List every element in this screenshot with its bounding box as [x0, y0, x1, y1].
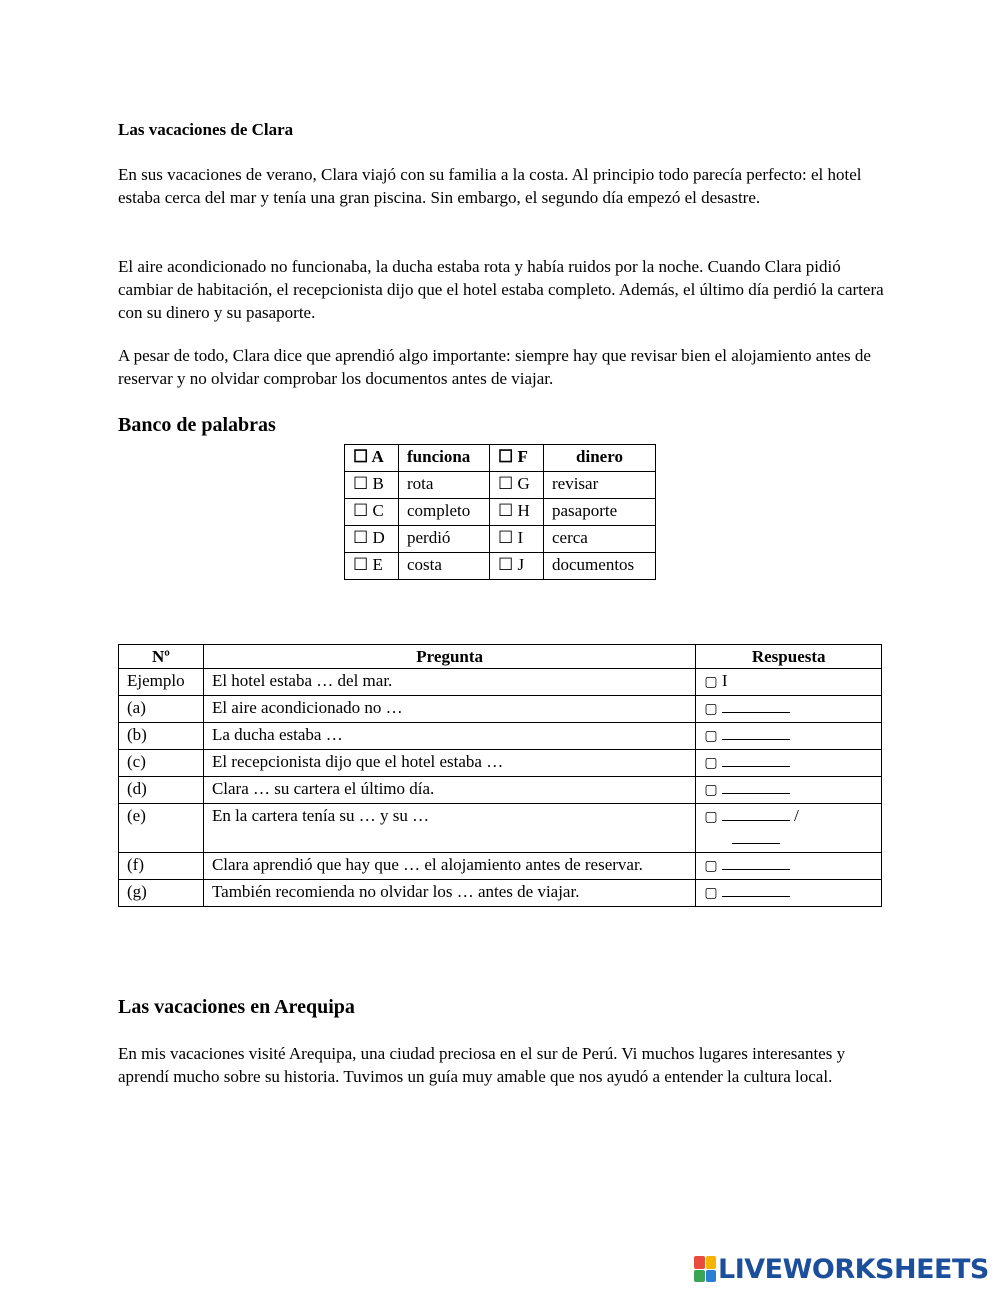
answer-cell: [696, 804, 882, 853]
logo-mark-tile: [694, 1270, 705, 1283]
question-row: [119, 777, 882, 804]
answer-blank[interactable]: [722, 881, 790, 897]
word-bank-option[interactable]: ☐ E: [345, 553, 399, 580]
word-bank-option[interactable]: ☐ F: [490, 445, 544, 472]
answer-blank[interactable]: [722, 751, 790, 767]
logo-mark-tile: [706, 1256, 717, 1269]
logo-mark-tile: [694, 1256, 705, 1269]
question-text: El hotel estaba … del mar.: [203, 669, 695, 696]
word-bank-option[interactable]: ☐ H: [490, 499, 544, 526]
questions-header-row: [119, 645, 882, 669]
question-text: El aire acondicionado no …: [203, 696, 695, 723]
word-bank-table: [344, 444, 656, 580]
question-text: También recomienda no olvidar los … antes de viajar.: [203, 880, 695, 907]
answer-blank[interactable]: [722, 724, 790, 740]
story2-title: Las vacaciones en Arequipa: [118, 996, 355, 1018]
story-paragraph-3: A pesar de todo, Clara dice que aprendió algo importante: siempre hay que revisar bien el alojamiento antes de reservar y no olvidar comprobar los documentos antes de viajar.: [118, 346, 871, 388]
word-bank-row: [345, 499, 656, 526]
question-number: (g): [119, 880, 204, 907]
story-title: Las vacaciones de Clara: [118, 120, 294, 139]
question-row: [119, 880, 882, 907]
word-bank-row: [345, 472, 656, 499]
answer-checkbox-icon[interactable]: ▢: [704, 782, 718, 798]
word-bank-word: rota: [399, 472, 490, 499]
word-bank-word: revisar: [544, 472, 656, 499]
word-bank-word: costa: [399, 553, 490, 580]
word-bank-option[interactable]: ☐ C: [345, 499, 399, 526]
header-question: Pregunta: [203, 645, 695, 669]
answer-cell: [696, 696, 882, 723]
word-bank-row: [345, 526, 656, 553]
word-bank-option[interactable]: ☐ B: [345, 472, 399, 499]
question-text: La ducha estaba …: [203, 723, 695, 750]
story2-paragraph: En mis vacaciones visité Arequipa, una ciudad preciosa en el sur de Perú. Vi muchos lugares interesantes y aprendí mucho sobre su historia. Tuvimos un guía muy amable que nos ayudó a entender la cultura local.: [118, 1044, 846, 1086]
word-bank-word: cerca: [544, 526, 656, 553]
example-answer: I: [721, 671, 728, 690]
questions-table: [118, 644, 882, 907]
word-bank-word: completo: [399, 499, 490, 526]
answer-checkbox-icon[interactable]: ▢: [704, 858, 718, 874]
word-bank-word: documentos: [544, 553, 656, 580]
question-text: Clara aprendió que hay que … el alojamiento antes de reservar.: [203, 853, 695, 880]
answer-checkbox-icon[interactable]: ▢: [704, 701, 718, 717]
question-row: [119, 853, 882, 880]
question-number: (f): [119, 853, 204, 880]
answer-blank[interactable]: [722, 854, 790, 870]
liveworksheets-logo: [694, 1254, 989, 1284]
word-bank-word: perdió: [399, 526, 490, 553]
answer-blank[interactable]: [722, 805, 790, 821]
question-number: (c): [119, 750, 204, 777]
word-bank-option[interactable]: ☐ A: [345, 445, 399, 472]
story-paragraph-2: El aire acondicionado no funcionaba, la ducha estaba rota y había ruidos por la noche. Cuando Clara pidió cambiar de habitación, el recepcionista dijo que el hotel estaba completo. Además, el último día perdió la cartera con su dinero y su pasaporte.: [118, 257, 884, 322]
question-number: (d): [119, 777, 204, 804]
word-bank-title: Banco de palabras: [118, 414, 276, 436]
answer-cell: [696, 880, 882, 907]
answer-cell: [696, 669, 882, 696]
question-text: En la cartera tenía su … y su …: [203, 804, 695, 853]
question-text: El recepcionista dijo que el hotel estaba …: [203, 750, 695, 777]
question-row: [119, 750, 882, 777]
header-number: Nº: [119, 645, 204, 669]
answer-blank[interactable]: [722, 697, 790, 713]
question-number: Ejemplo: [119, 669, 204, 696]
word-bank-option[interactable]: ☐ J: [490, 553, 544, 580]
question-number: (e): [119, 804, 204, 853]
question-row: [119, 804, 882, 853]
question-row: [119, 696, 882, 723]
answer-cell: [696, 777, 882, 804]
question-number: (a): [119, 696, 204, 723]
answer-blank[interactable]: [732, 828, 780, 844]
word-bank-word: dinero: [544, 445, 656, 472]
answer-checkbox-icon[interactable]: ▢: [704, 755, 718, 771]
liveworksheets-logo-icon: [694, 1256, 716, 1282]
word-bank-option[interactable]: ☐ D: [345, 526, 399, 553]
question-number: (b): [119, 723, 204, 750]
story-paragraph-1: En sus vacaciones de verano, Clara viajó con su familia a la costa. Al principio todo parecía perfecto: el hotel estaba cerca del mar y tenía una gran piscina. Sin embargo, el segundo día empezó el desastre.: [118, 165, 862, 207]
header-answer: Respuesta: [696, 645, 882, 669]
answer-blank[interactable]: [722, 778, 790, 794]
answer-checkbox-icon[interactable]: ▢: [704, 809, 718, 825]
answer-checkbox-icon[interactable]: ▢: [704, 728, 718, 744]
answer-cell: [696, 853, 882, 880]
word-bank-option[interactable]: ☐ I: [490, 526, 544, 553]
answer-cell: [696, 750, 882, 777]
logo-mark-tile: [706, 1270, 717, 1283]
question-row: [119, 669, 882, 696]
logo-text: LIVEWORKSHEETS: [718, 1253, 989, 1285]
answer-cell: [696, 723, 882, 750]
word-bank-row: [345, 553, 656, 580]
word-bank-word: pasaporte: [544, 499, 656, 526]
question-row: [119, 723, 882, 750]
answer-separator: /: [794, 806, 799, 825]
answer-checkbox-icon[interactable]: ▢: [704, 885, 718, 901]
word-bank-option[interactable]: ☐ G: [490, 472, 544, 499]
question-text: Clara … su cartera el último día.: [203, 777, 695, 804]
word-bank-word: funciona: [399, 445, 490, 472]
word-bank-row: [345, 445, 656, 472]
answer-checkbox-icon[interactable]: ▢: [704, 674, 718, 690]
